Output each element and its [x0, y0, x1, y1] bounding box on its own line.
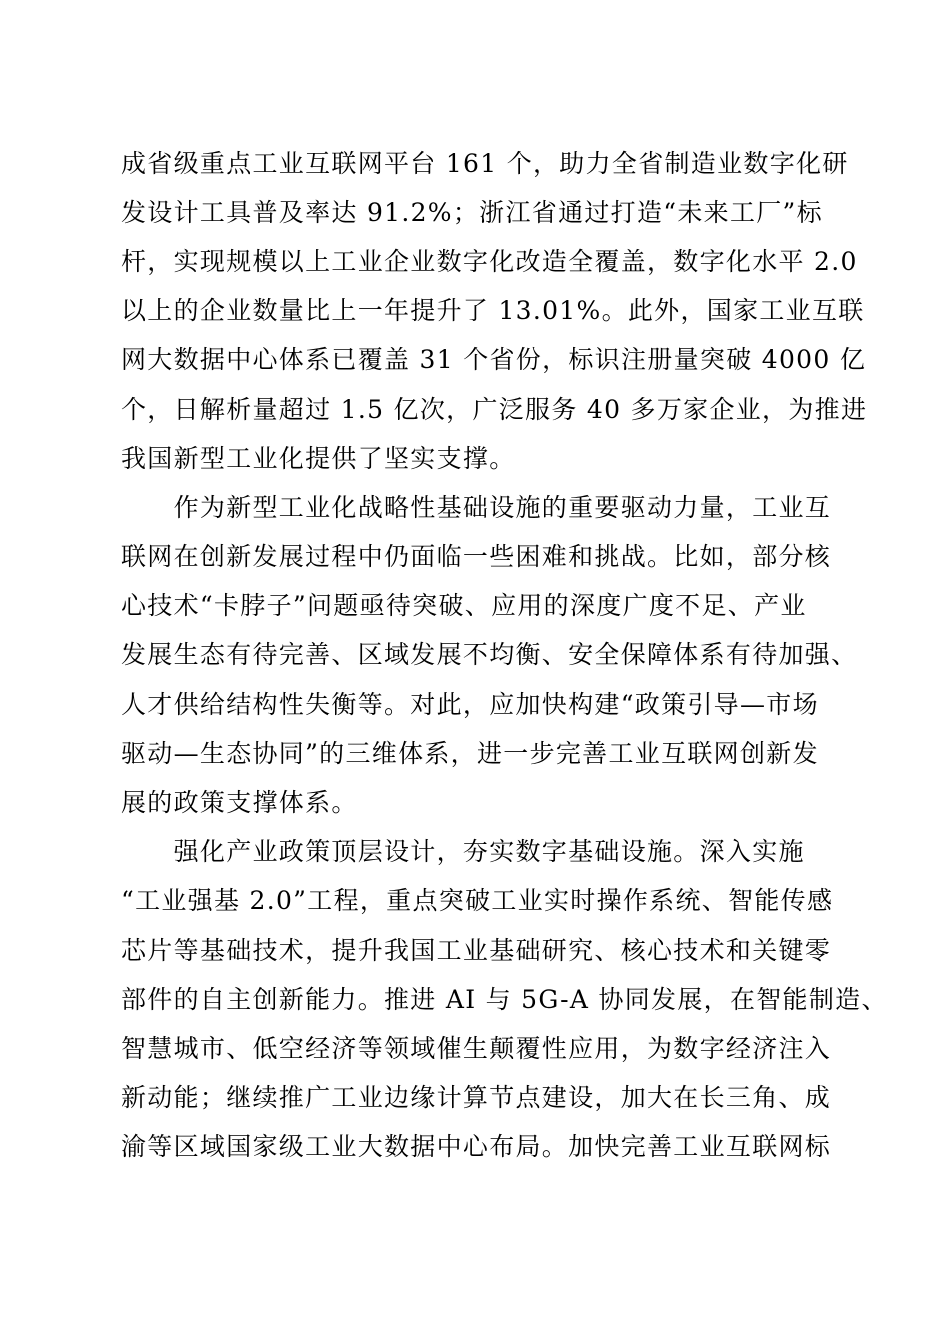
text-line: 芯片等基础技术，提升我国工业基础研究、核心技术和关键零	[121, 936, 832, 965]
text-line: 发展生态有待完善、区域发展不均衡、安全保障体系有待加强、	[121, 640, 858, 669]
text-line: 我国新型工业化提供了坚实支撑。	[121, 444, 516, 473]
text-line: 以上的企业数量比上一年提升了 13.01%。此外，国家工业互联	[121, 296, 865, 325]
text-line: 渝等区域国家级工业大数据中心布局。加快完善工业互联网标	[121, 1132, 832, 1161]
text-line: 发设计工具普及率达 91.2%；浙江省通过打造“未来工厂”标	[121, 198, 823, 227]
text-line: 成省级重点工业互联网平台 161 个，助力全省制造业数字化研	[121, 149, 849, 178]
text-line: 杆，实现规模以上工业企业数字化改造全覆盖，数字化水平 2.0	[121, 247, 858, 276]
text-line: 心技术“卡脖子”问题亟待突破、应用的深度广度不足、产业	[121, 591, 807, 620]
text-line: 部件的自主创新能力。推进 AI 与 5G-A 协同发展，在智能制造、	[121, 985, 888, 1014]
text-line: 联网在创新发展过程中仍面临一些困难和挑战。比如，部分核	[121, 542, 832, 571]
text-line: 个，日解析量超过 1.5 亿次，广泛服务 40 多万家企业，为推进	[121, 395, 868, 424]
paragraph-first-line: 强化产业政策顶层设计，夯实数字基础设施。深入实施	[121, 837, 805, 866]
text-line: 展的政策支撑体系。	[121, 788, 358, 817]
text-line: 新动能；继续推广工业边缘计算节点建设，加大在长三角、成	[121, 1083, 832, 1112]
text-line: 人才供给结构性失衡等。对此，应加快构建“政策引导—市场	[121, 690, 819, 719]
text-line: 网大数据中心体系已覆盖 31 个省份，标识注册量突破 4000 亿	[121, 345, 867, 374]
text-line: 智慧城市、低空经济等领域催生颠覆性应用，为数字经济注入	[121, 1034, 832, 1063]
text-line: 驱动—生态协同”的三维体系，进一步完善工业互联网创新发	[121, 739, 819, 768]
paragraph-first-line: 作为新型工业化战略性基础设施的重要驱动力量，工业互	[121, 493, 832, 522]
text-line: “工业强基 2.0”工程，重点突破工业实时操作系统、智能传感	[121, 886, 834, 915]
